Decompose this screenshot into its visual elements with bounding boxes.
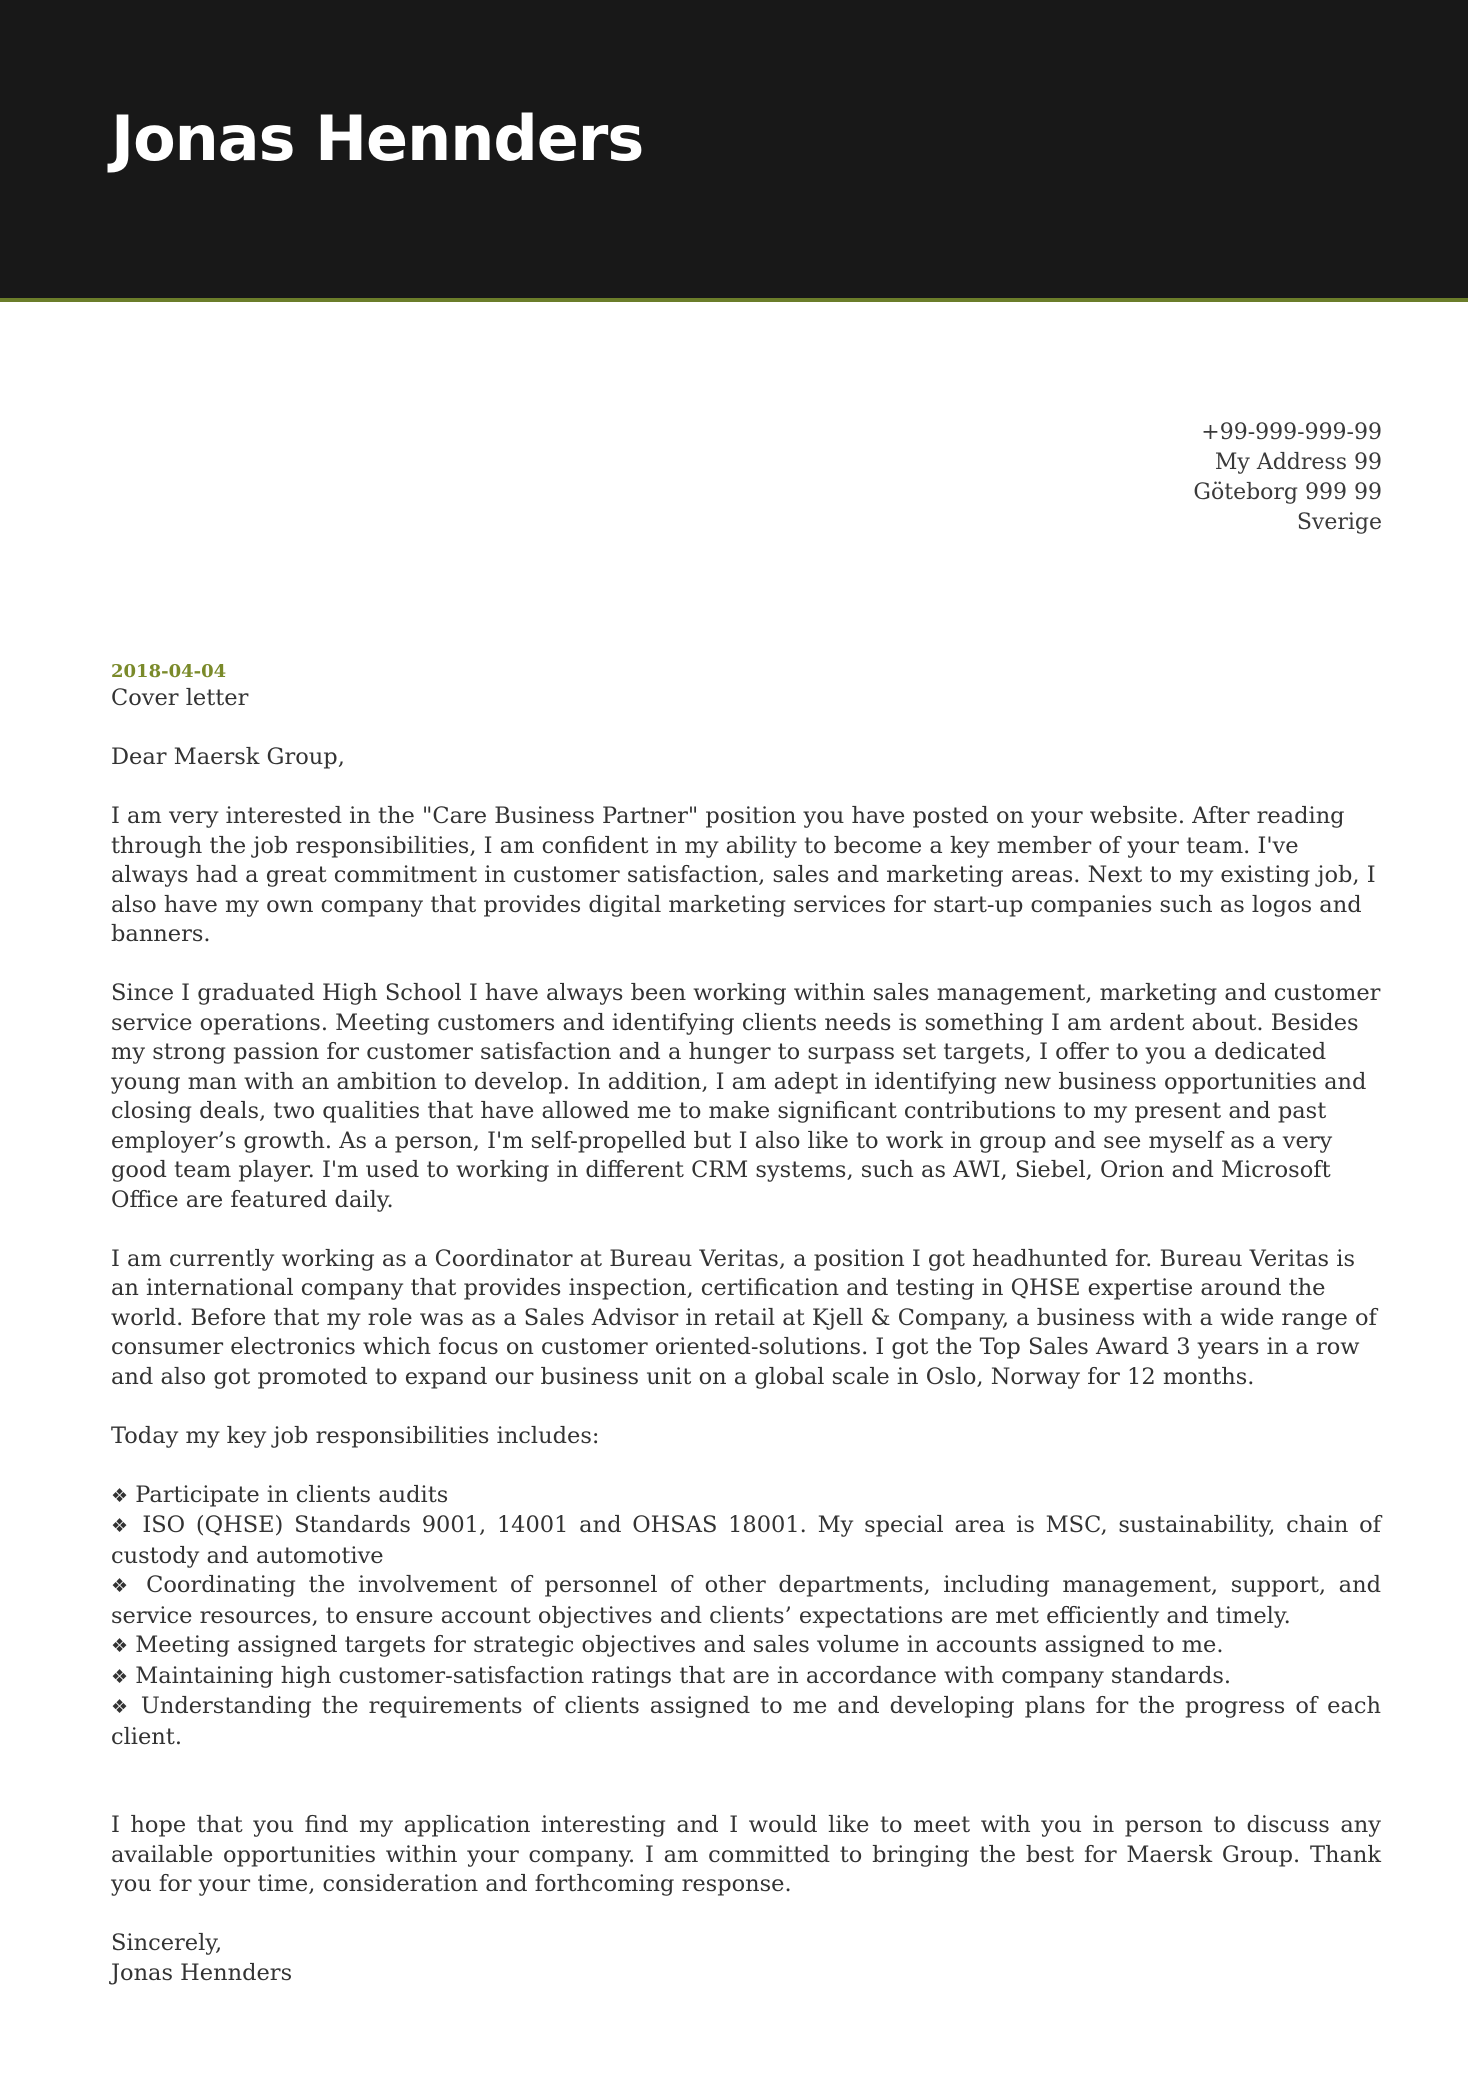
diamond-bullet-icon: ❖ bbox=[111, 1484, 129, 1507]
letter-date: 2018-04-04 bbox=[111, 661, 227, 682]
letter-body bbox=[111, 660, 1381, 1988]
list-item: ❖ Coordinating the involvement of personnel of other departments, including management, support, and service resources, to ensure account objectives and clients’ expectations are met efficiently and timely. bbox=[111, 1572, 1381, 1629]
signature-name: Jonas Hennders bbox=[111, 1959, 293, 1986]
applicant-name: Jonas Hennders bbox=[111, 102, 644, 175]
paragraph-background: Since I graduated High School I have always been working within sales management, marketing and customer service operations. Meeting customers and identifying clients needs is something I am ardent about. Besides my strong passion for customer satisfaction and a hunger to surpass set targets, I offer to you a dedicated young man with an ambition to develop. In addition, I am adept in identifying new business opportunities and closing deals, two qualities that have allowed me to make significant contributions to my present and past employer’s growth. As a person, I'm self-propelled but I also like to work in group and see myself as a very good team player. I'm used to working in different CRM systems, such as AWI, Siebel, Orion and Microsoft Office are featured daily. bbox=[111, 980, 1381, 1213]
contact-address: My Address 99 bbox=[1214, 450, 1382, 475]
contact-block bbox=[1193, 418, 1382, 538]
paragraph-closing: I hope that you find my application interesting and I would like to meet with you in person to discuss any available opportunities within your company. I am committed to bringing the best for Maersk Group. Thank you for your time, consideration and forthcoming response. bbox=[111, 1812, 1381, 1897]
paragraph-intro: I am very interested in the "Care Business Partner" position you have posted on your website. After reading through the job responsibilities, I am confident in my ability to become a key member of your team. I've always had a great commitment in customer satisfaction, sales and marketing areas. Next to my existing job, I also have my own company that provides digital marketing services for start-up companies such as logos and banners. bbox=[111, 803, 1376, 947]
list-item: ❖ Meeting assigned targets for strategic objectives and sales volume in accounts assigned to me. bbox=[111, 1632, 1224, 1658]
letter-greeting: Dear Maersk Group, bbox=[111, 744, 345, 770]
paragraph-current-role: I am currently working as a Coordinator at Bureau Veritas, a position I got headhunted for. Bureau Veritas is an international company that provides inspection, certification and testing in QHSE expertise around the world. Before that my role was as a Sales Advisor in retail at Kjell & Company, a business with a wide range of consumer electronics which focus on customer oriented-solutions. I got the Top Sales Award 3 years in a row and also got promoted to expand our business unit on a global scale in Oslo, Norway for 12 months. bbox=[111, 1245, 1377, 1390]
list-item: ❖ ISO (QHSE) Standards 9001, 14001 and OHSAS 18001. My special area is MSC, sustainability, chain of custody and automotive bbox=[111, 1512, 1381, 1569]
list-item: ❖ Maintaining high customer-satisfaction ratings that are in accordance with company standards. bbox=[111, 1662, 1232, 1689]
list-item: ❖ Understanding the requirements of clients assigned to me and developing plans for the progress of each client. bbox=[111, 1693, 1382, 1750]
diamond-bullet-icon: ❖ bbox=[111, 1635, 129, 1657]
diamond-bullet-icon: ❖ bbox=[111, 1575, 134, 1597]
signoff-block bbox=[111, 1929, 1381, 1988]
responsibilities-list bbox=[111, 1481, 1381, 1753]
signoff-text: Sincerely, bbox=[111, 1930, 223, 1956]
contact-country: Sverige bbox=[1296, 510, 1382, 535]
diamond-bullet-icon: ❖ bbox=[111, 1665, 129, 1688]
list-item: ❖ Participate in clients audits bbox=[111, 1481, 449, 1508]
letter-subject: Cover letter bbox=[111, 685, 249, 711]
responsibilities-intro: Today my key job responsibilities includes: bbox=[111, 1422, 600, 1449]
diamond-bullet-icon: ❖ bbox=[111, 1696, 131, 1718]
diamond-bullet-icon: ❖ bbox=[111, 1515, 132, 1537]
header-banner bbox=[0, 0, 1468, 302]
contact-city: Göteborg 999 99 bbox=[1193, 480, 1382, 505]
contact-phone: +99-999-999-99 bbox=[1201, 420, 1382, 445]
